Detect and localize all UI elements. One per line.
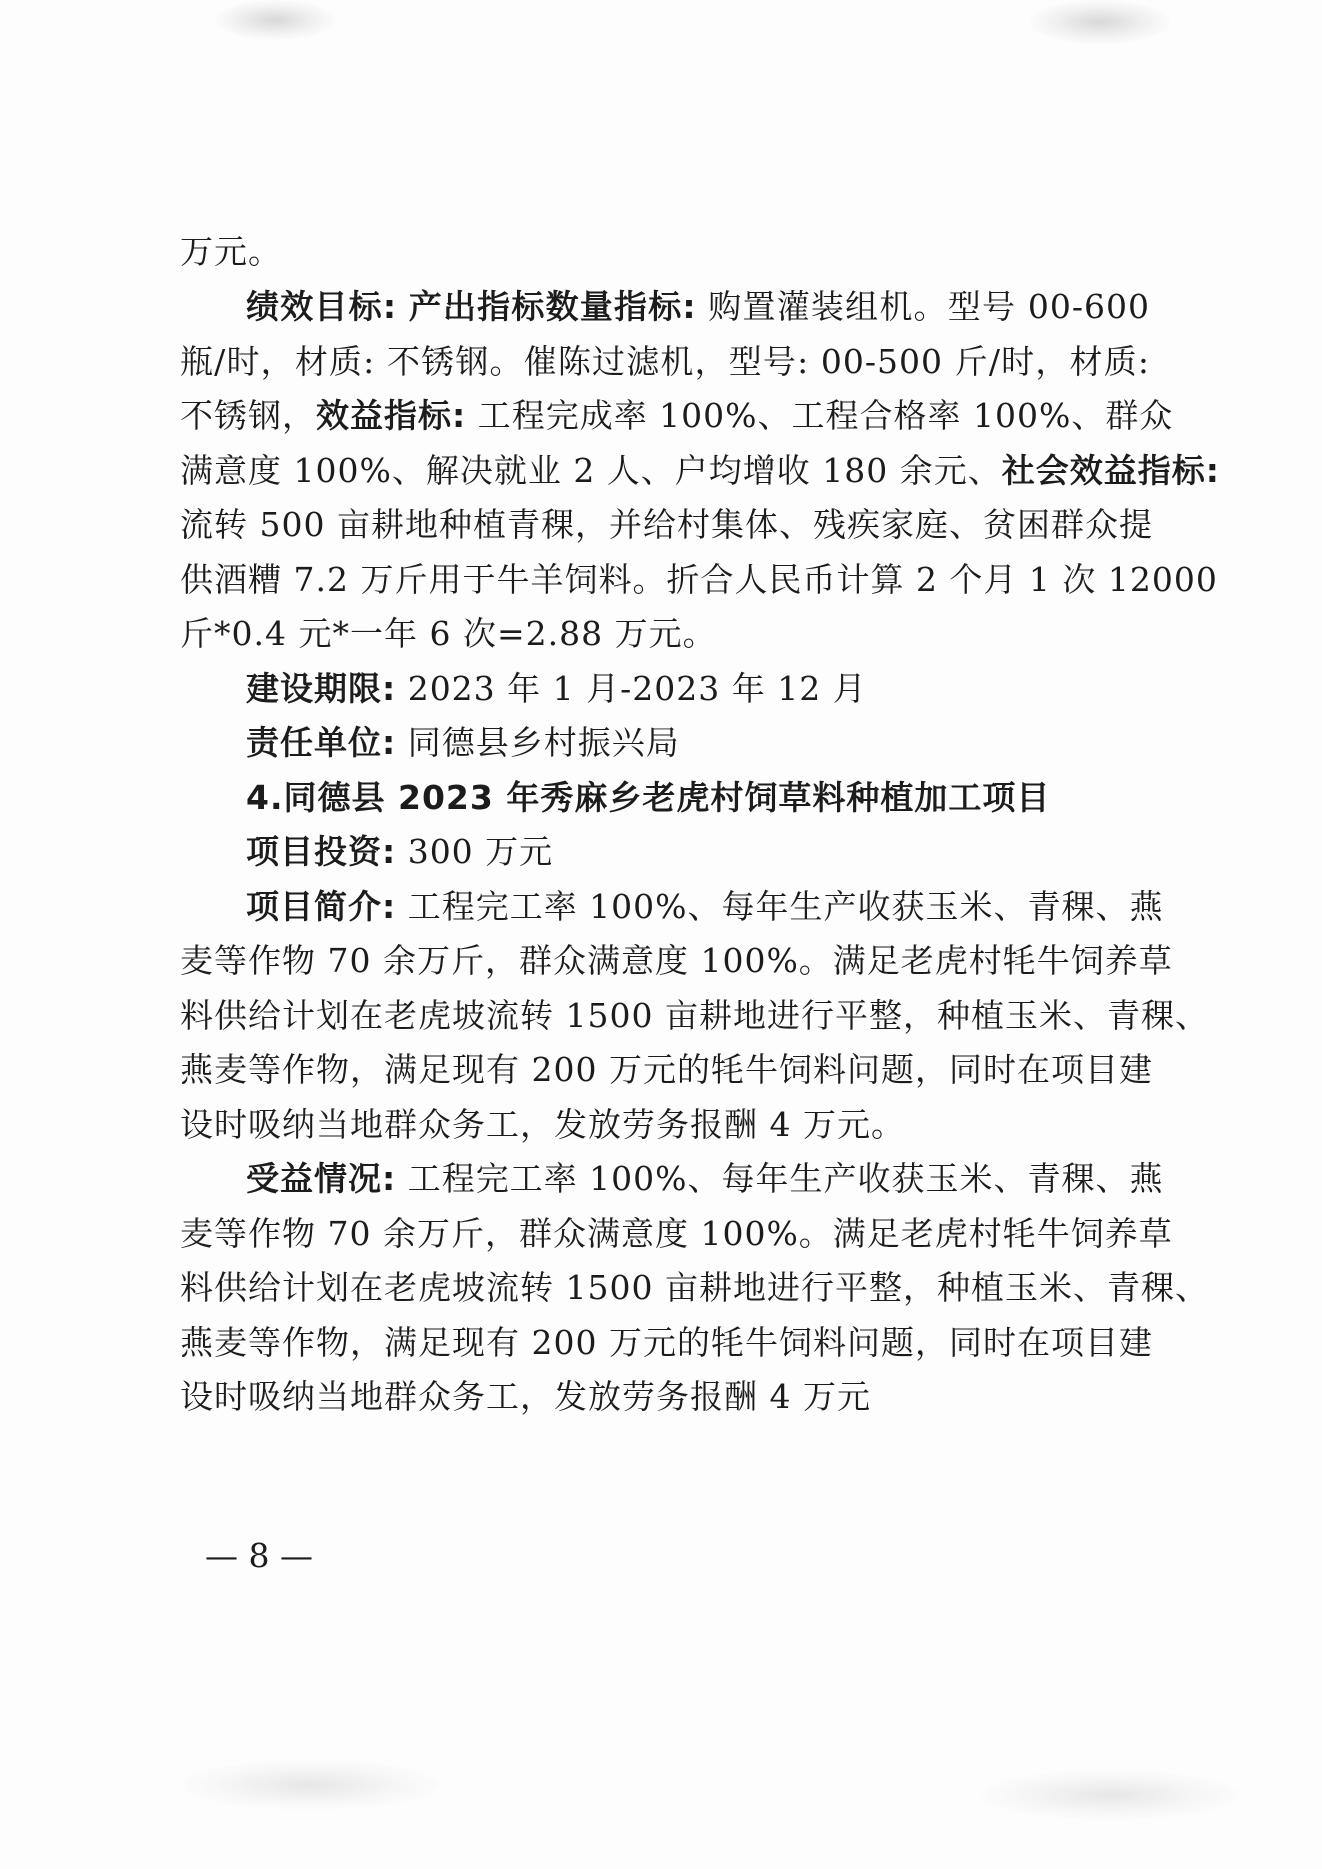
text-line — [180, 931, 1173, 991]
text-run: 麦等作物 70 余万斤，群众满意度 100%。满足老虎村牦牛饲养草 — [180, 941, 1173, 980]
text-run: 燕麦等作物，满足现有 200 万元的牦牛饲料问题，同时在项目建 — [180, 1323, 1153, 1362]
text-run: 供酒糟 7.2 万斤用于牛羊饲料。折合人民币计算 2 个月 1 次 12000 — [180, 560, 1218, 599]
text-line — [180, 604, 717, 664]
text-line — [180, 386, 1174, 446]
label-social-benefit-indicator: 社会效益指标: — [1001, 451, 1220, 490]
label-beneficiary-status: 受益情况: — [246, 1159, 397, 1198]
text-run: 不锈钢， — [180, 396, 316, 435]
text-line — [180, 1204, 1173, 1264]
text-run: 工程完工率 100%、每年生产收获玉米、青稞、燕 — [396, 1159, 1164, 1198]
text-line — [246, 277, 1150, 337]
text-run: 工程完工率 100%、每年生产收获玉米、青稞、燕 — [396, 887, 1164, 926]
text-run — [397, 287, 409, 326]
label-benefit-indicator: 效益指标: — [316, 396, 467, 435]
scan-artifact-bottom-right — [980, 1770, 1240, 1820]
text-line — [180, 1313, 1153, 1373]
text-line — [246, 1149, 1164, 1209]
section-heading — [246, 768, 1050, 828]
text-line — [180, 550, 1218, 610]
text-line — [180, 1367, 871, 1427]
scan-artifact-bottom — [180, 1760, 440, 1810]
text-run: 料供给计划在老虎坡流转 1500 亩耕地进行平整，种植玉米、青稞、 — [180, 1268, 1209, 1307]
text-run: 万元。 — [180, 232, 282, 271]
text-run: 工程完成率 100%、工程合格率 100%、群众 — [466, 396, 1174, 435]
text-line — [180, 332, 1150, 392]
label-construction-period: 建设期限: — [246, 669, 397, 708]
text-line — [180, 1040, 1153, 1100]
text-line — [246, 659, 867, 719]
label-responsible-unit: 责任单位: — [246, 723, 397, 762]
heading-text: 4.同德县 2023 年秀麻乡老虎村饲草料种植加工项目 — [246, 778, 1051, 817]
text-run: 斤*0.4 元*一年 6 次=2.88 万元。 — [180, 614, 717, 653]
label-performance-goal: 绩效目标: — [246, 287, 398, 326]
text-run: 设时吸纳当地群众务工，发放劳务报酬 4 万元 — [180, 1377, 871, 1416]
text-run: 麦等作物 70 余万斤，群众满意度 100%。满足老虎村牦牛饲养草 — [180, 1214, 1173, 1253]
text-run: 2023 年 1 月-2023 年 12 月 — [396, 669, 867, 708]
text-run: 300 万元 — [396, 832, 554, 871]
label-project-summary: 项目简介: — [246, 887, 397, 926]
text-line — [180, 1095, 905, 1155]
text-line — [246, 713, 680, 773]
text-run: 料供给计划在老虎坡流转 1500 亩耕地进行平整，种植玉米、青稞、 — [180, 996, 1209, 1035]
label-output-indicator: 产出指标数量指标: — [408, 287, 697, 326]
label-project-investment: 项目投资: — [246, 832, 397, 871]
text-run: 流转 500 亩耕地种植青稞，并给村集体、残疾家庭、贫困群众提 — [180, 505, 1153, 544]
text-run: 满意度 100%、解决就业 2 人、户均增收 180 余元、 — [180, 451, 1002, 490]
text-line — [180, 1258, 1209, 1318]
page-number: — 8 — — [205, 1536, 313, 1575]
text-line — [180, 441, 1220, 501]
text-run: 设时吸纳当地群众务工，发放劳务报酬 4 万元。 — [180, 1105, 905, 1144]
text-run: 瓶/时，材质: 不锈钢。催陈过滤机，型号: 00-500 斤/时，材质: — [180, 342, 1150, 381]
text-run: 购置灌装组机。型号 00-600 — [696, 287, 1150, 326]
text-line — [246, 877, 1164, 937]
text-line — [180, 986, 1209, 1046]
text-run: 同德县乡村振兴局 — [396, 723, 680, 762]
scan-artifact-top-right — [1030, 0, 1170, 44]
text-line — [246, 822, 553, 882]
text-run: 燕麦等作物，满足现有 200 万元的牦牛饲料问题，同时在项目建 — [180, 1050, 1153, 1089]
text-line — [180, 495, 1153, 555]
scan-artifact-top-left — [215, 0, 335, 40]
text-line — [180, 222, 282, 282]
